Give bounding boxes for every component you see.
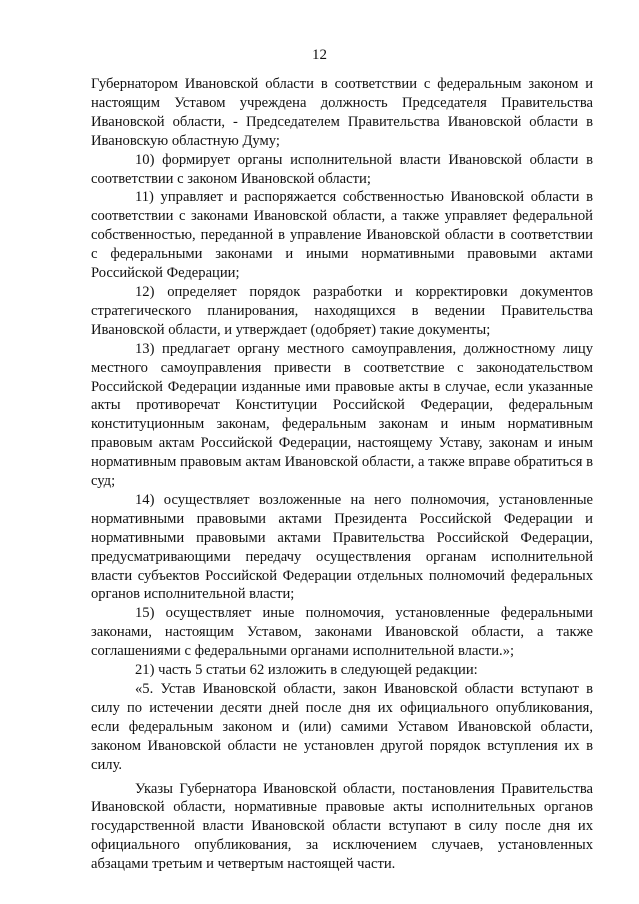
page-number: 12 — [312, 47, 327, 63]
document-body — [91, 75, 593, 874]
paragraph-item-12: 12) определяет порядок разработки и корректировки документов стратегического планирования, находящихся в ведении Правительства Ивановской области, и утверждает (одобряет) такие документы; — [91, 283, 593, 338]
paragraph-item-11: 11) управляет и распоряжается собственностью Ивановской области в соответствии с законами Ивановской области, а также управляет федеральной собственностью, переданной в управление Ивановской области в соответствии с федеральными законами и иными нормативными правовыми актами Российской Федерации; — [91, 189, 593, 282]
paragraph-item-15: 15) осуществляет иные полномочия, установленные федеральными законами, настоящим Уставом, законами Ивановской области, а также соглашениями с федеральными органами исполнительной власти.»; — [91, 605, 593, 660]
paragraph-decrees: Указы Губернатора Ивановской области, постановления Правительства Ивановской области, нормативные правовые акты исполнительных органов государственной власти Ивановской области вступают в силу после дня их официального опубликования, за исключением случаев, установленных абзацами третьим и четвертым настоящей части. — [91, 780, 593, 873]
paragraph-item-21: 21) часть 5 статьи 62 изложить в следующей редакции: — [135, 662, 478, 679]
paragraph-item-13: 13) предлагает органу местного самоуправления, должностному лицу местного самоуправления привести в соответствие с законодательством Российской Федерации изданные ими правовые акты в случае, если указанные акты противоречат Конституции Российской Федерации, федеральным конституционным законам, федеральным законам и иным нормативным правовым актам Российской Федерации, настоящему Уставу, законам и иным нормативным правовым актам Ивановской области, а также вправе обратиться в суд; — [91, 340, 593, 490]
paragraph-quoted-part-5: «5. Устав Ивановской области, закон Ивановской области вступают в силу по истечении десяти дней после дня их официального опубликования, если федеральным законом и (или) самими Уставом Ивановской области, законом Ивановской области не установлен другой порядок вступления их в силу. — [91, 681, 593, 773]
paragraph-item-10: 10) формирует органы исполнительной власти Ивановской области в соответствии с законом Ивановской области; — [91, 151, 593, 187]
paragraph-continuation: Губернатором Ивановской области в соответствии с федеральным законом и настоящим Уставом учреждена должность Председателя Правительства Ивановской области, - Председателем Правительства Ивановской области в Ивановскую областную Думу; — [91, 76, 593, 149]
paragraph-item-14: 14) осуществляет возложенные на него полномочия, установленные нормативными правовыми актами Президента Российской Федерации и нормативными правовыми актами Правительства Российской Федерации, предусматривающими передачу осуществления органам исполнительной власти субъектов Российской Федерации отдельных полномочий федеральных органов исполнительной власти; — [91, 491, 593, 603]
